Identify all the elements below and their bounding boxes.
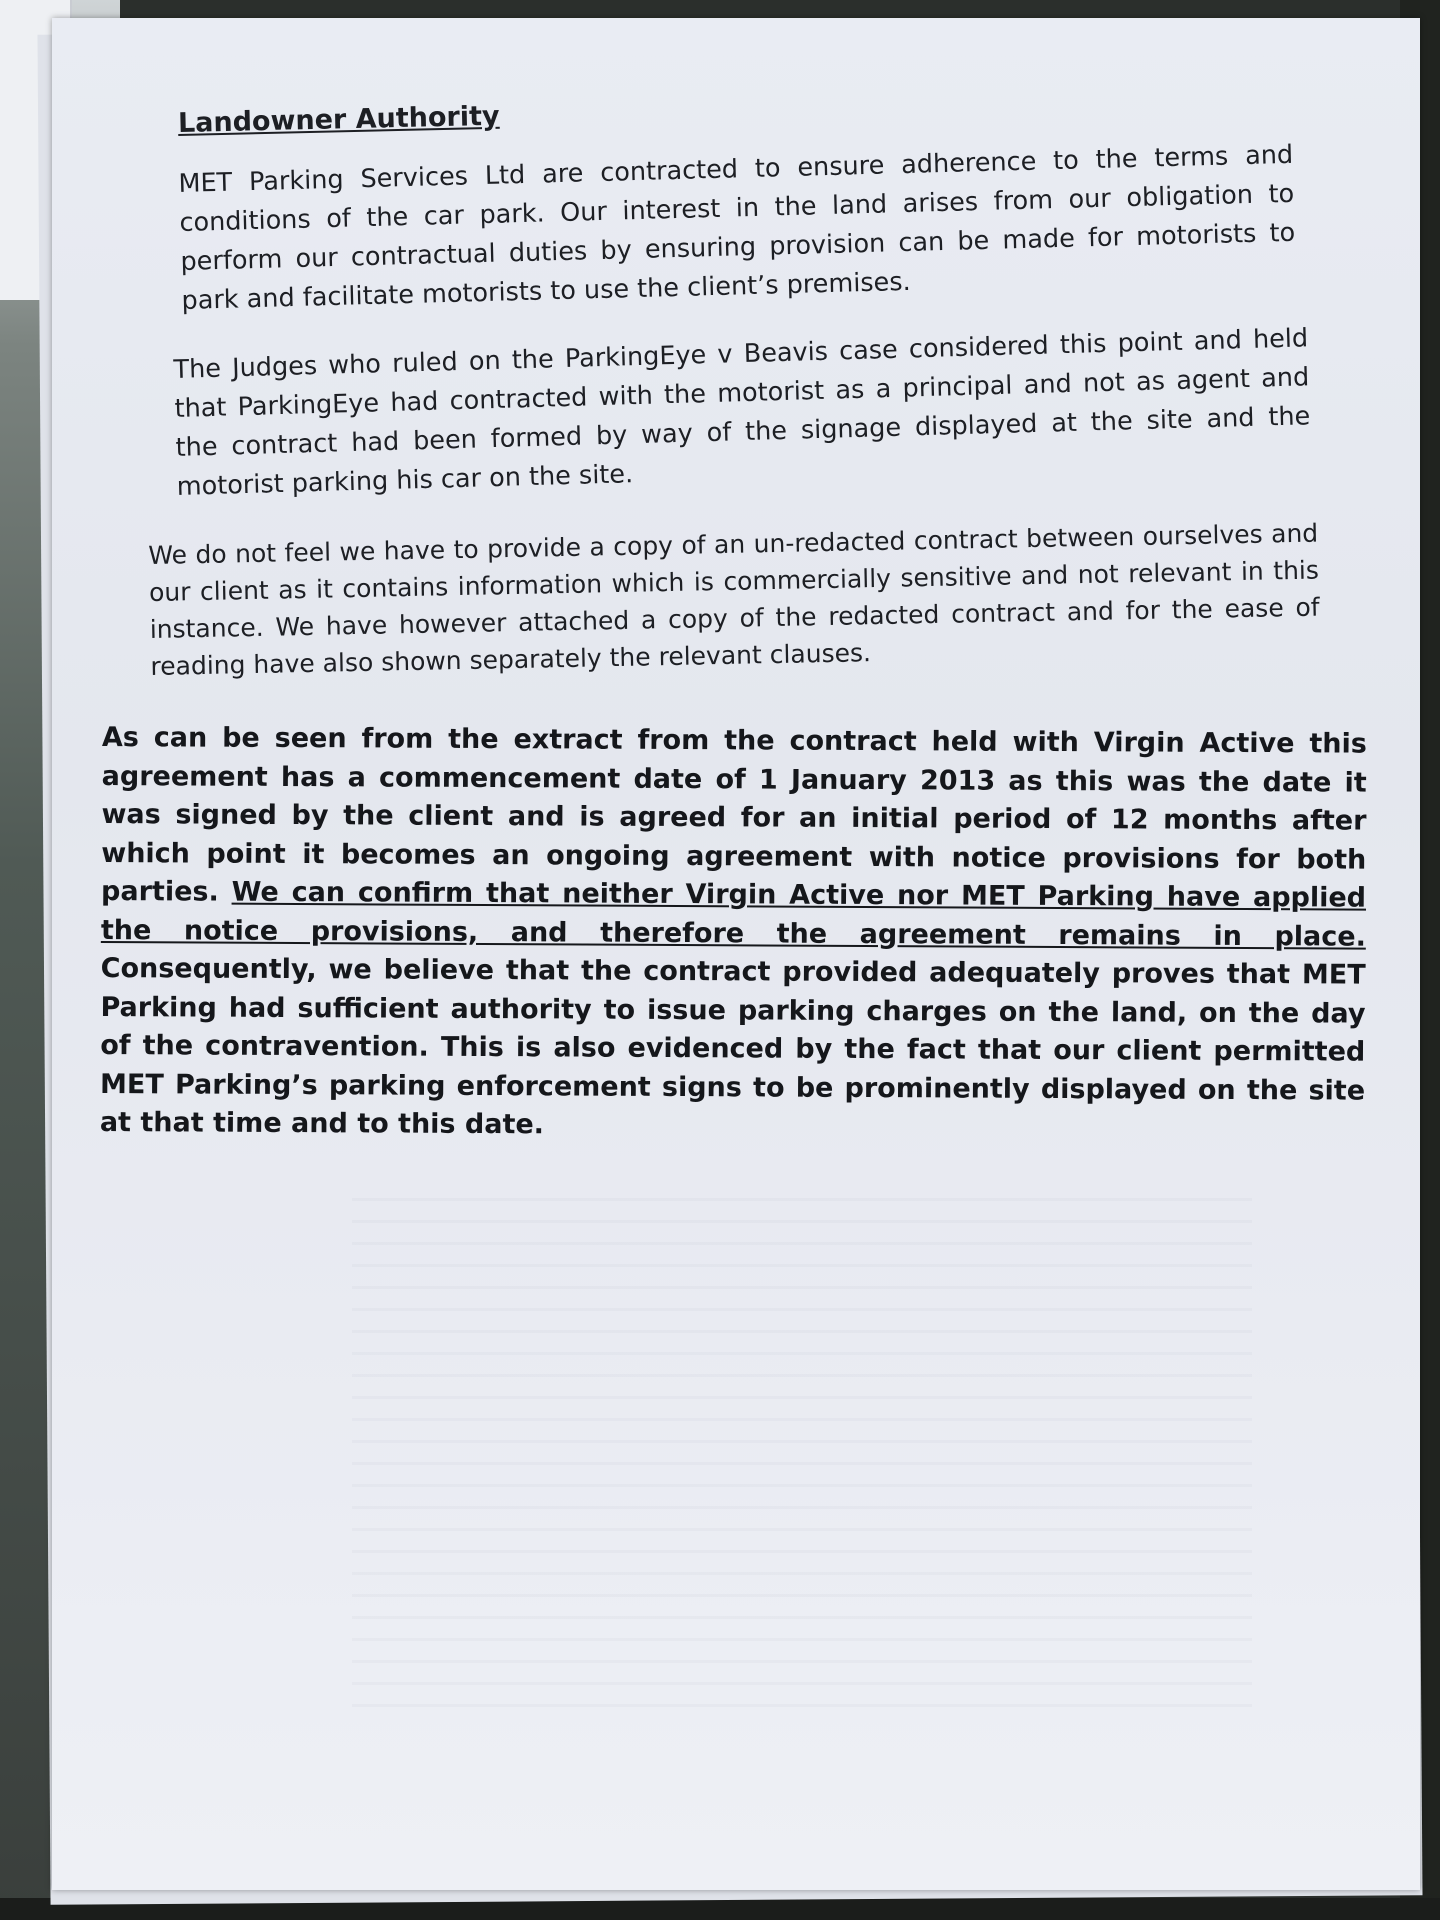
- section-heading: Landowner Authority: [177, 100, 500, 139]
- show-through-text: [352, 1198, 1252, 1718]
- paragraph-parkingeye-beavis: The Judges who ruled on the ParkingEye v Beavis case considered this point and held that ParkingEye had contracted with the motorist as a principal and not as agent and the contract had been formed by way of the signage displayed at the site and the motorist parking his car on the site.: [173, 323, 1311, 502]
- underlined-confirmation: We can confirm that neither Virgin Active nor MET Parking have applied the notice provisions, and therefore the agreement remains in place.: [100, 876, 1367, 953]
- paragraph-commencement-text: As can be seen from the extract from the contract held with Virgin Active this agreement has a commencement date of 1 January 2013 as this was the date it was signed by the client and is agreed for an initial period of 12 months after which point it becomes an ongoing agreement with notice provisions for both parties.: [101, 721, 1367, 908]
- paragraph-contract-interest: MET Parking Services Ltd are contracted to ensure adherence to the terms and conditions of the car park. Our interest in the land arises from our obligation to perform our contractual duties by ensuring provision can be made for motorists to park and facilitate motorists to use the client’s premises.: [178, 139, 1296, 316]
- paragraph-conclusion-text: Consequently, we believe that the contract provided adequately proves that MET Parking had sufficient authority to issue parking charges on the land, on the day of the contravention. This is also evidenced by the fact that our client permitted MET Parking’s parking enforcement signs to be prominently displayed on the site at that time and to this date.: [99, 952, 1366, 1141]
- paragraph-redacted-contract: We do not feel we have to provide a copy of an un-redacted contract between ourselves and our client as it contains information which is commercially sensitive and not relevant in this instance. We have however attached a copy of the redacted contract and for the ease of reading have also shown separately the relevant clauses.: [148, 518, 1320, 681]
- paragraph-commencement-date: [100, 719, 1367, 1149]
- letter-content: [99, 100, 1367, 1170]
